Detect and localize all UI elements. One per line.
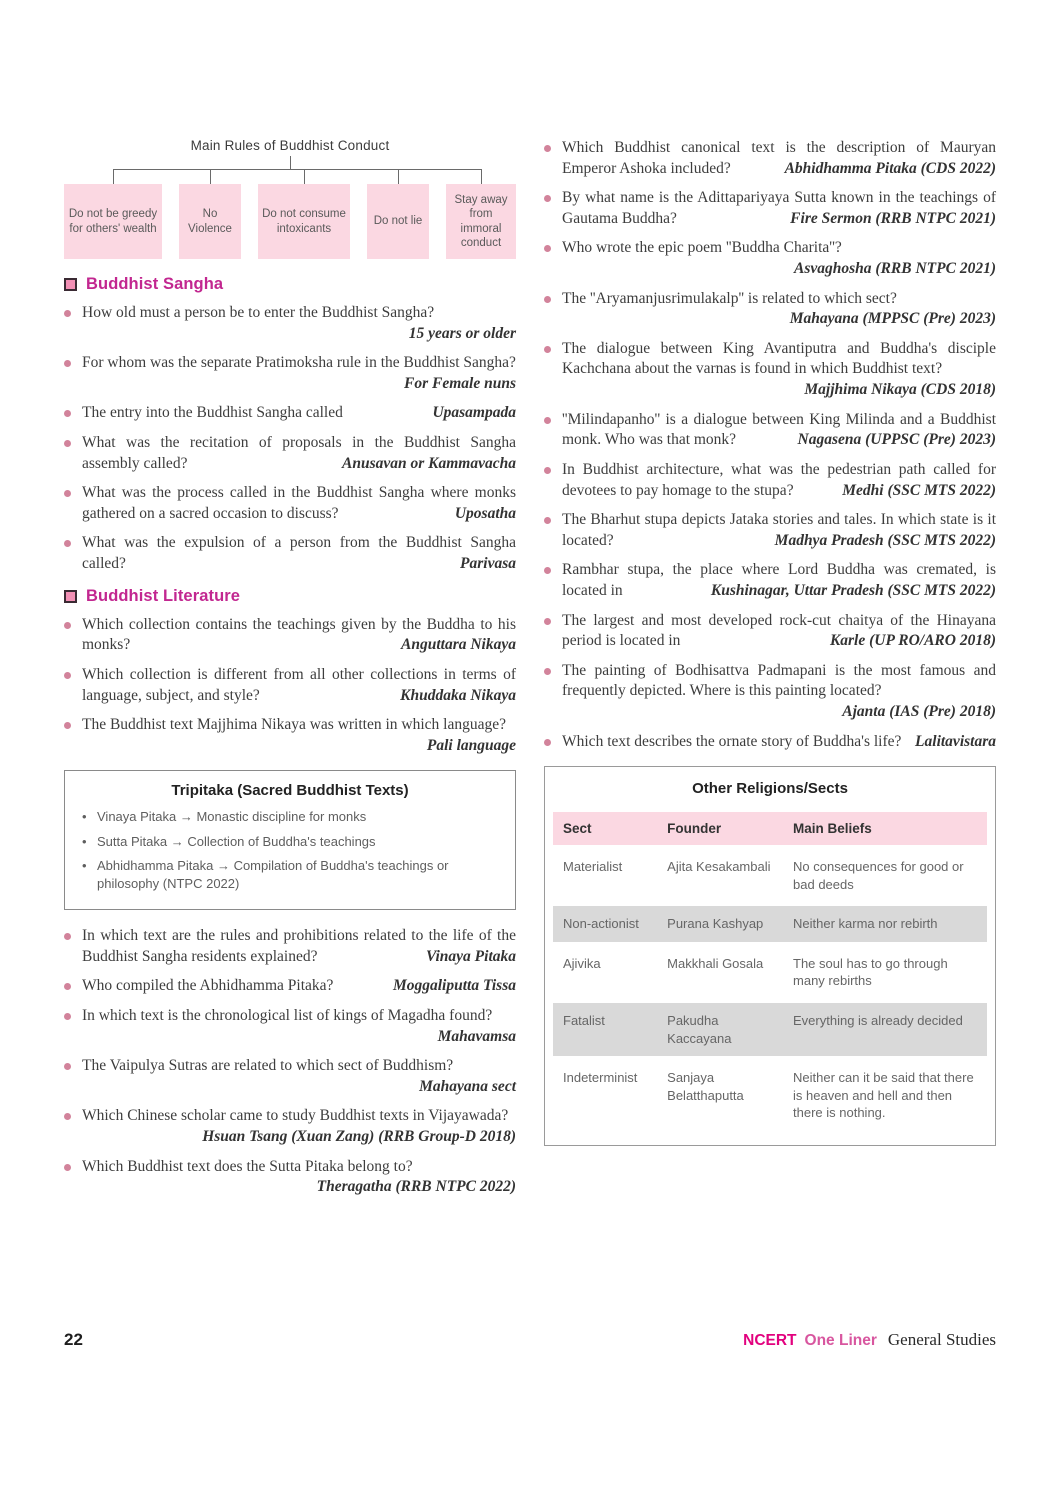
qa-item	[544, 460, 996, 501]
cell-beliefs: The soul has to go through many rebirths	[793, 955, 948, 989]
bullet-icon	[544, 195, 551, 202]
left-column	[64, 138, 516, 1207]
bullet-icon	[544, 417, 551, 424]
section-header-buddhist-literature	[64, 587, 516, 606]
bullet-icon	[544, 668, 551, 675]
column-header-main-beliefs: Main Beliefs	[783, 812, 987, 845]
qa-item	[544, 238, 996, 279]
bullet-icon	[64, 410, 71, 417]
flowchart-box-label: Do not consume intoxicants	[258, 184, 350, 259]
question-text: For whom was the separate Pratimoksha rule in the Buddhist Sangha?	[82, 354, 516, 372]
question-text: Which text describes the ornate story of Buddha's life?	[562, 732, 902, 750]
qa-item	[64, 976, 516, 997]
flowchart-connector-stub	[290, 156, 291, 169]
flowchart-box-cell	[446, 184, 516, 259]
qa-item	[64, 1106, 516, 1147]
other-religions-table	[553, 808, 987, 1134]
bullet-icon	[64, 933, 71, 940]
question-text: In which text are the rules and prohibitions related to the life of the Buddhist Sangha residents explained?	[82, 927, 516, 965]
bullet-icon	[544, 567, 551, 574]
bullet-icon	[544, 618, 551, 625]
page-footer	[64, 1330, 996, 1350]
question-text: Who compiled the Abhidhamma Pitaka?	[82, 977, 334, 995]
brand-one-liner: One Liner	[804, 1332, 877, 1349]
flowchart-box-label: Do not be greedy for others' wealth	[64, 184, 162, 259]
bullet-icon	[64, 1063, 71, 1070]
qa-item	[64, 926, 516, 967]
bullet-icon	[64, 1013, 71, 1020]
answer-text: Kushinagar, Uttar Pradesh (SSC MTS 2022)	[710, 581, 996, 599]
qa-item	[64, 715, 516, 756]
bullet-icon	[64, 310, 71, 317]
flowchart-main-rules	[64, 138, 516, 259]
answer-text: Ajanta (IAS (Pre) 2018)	[842, 703, 996, 721]
bullet-icon	[544, 296, 551, 303]
flowchart-box-cell	[64, 184, 162, 259]
flowchart-box-label: Stay away from immoral conduct	[446, 184, 516, 259]
bullet-icon	[64, 360, 71, 367]
qa-item	[544, 138, 996, 179]
tripitaka-box	[64, 770, 516, 910]
qa-item	[64, 615, 516, 656]
question-text: The Bharhut stupa depicts Jataka stories and tales. In which state is it located?	[562, 511, 996, 549]
qa-item	[544, 510, 996, 551]
qa-item	[64, 353, 516, 394]
question-text: The largest and most developed rock-cut chaitya of the Hinayana period is located in	[562, 611, 996, 650]
flowchart-boxes-row	[64, 169, 516, 259]
answer-text: For Female nuns	[404, 374, 516, 392]
question-text: Which collection is different from all other collections in terms of language, subject, and style?	[82, 665, 516, 704]
qa-item	[544, 560, 996, 601]
cell-founder: Makkhali Gosala	[667, 955, 764, 971]
bullet-icon	[64, 440, 71, 447]
cell-sect: Non-actionist	[553, 906, 657, 942]
answer-text: Moggaliputta Tissa	[392, 977, 516, 995]
qa-item	[544, 661, 996, 723]
question-text: The dialogue between King Avantiputra and Buddha's disciple Kachchana about the varnas is found in which Buddhist text?	[562, 339, 996, 378]
table-row	[553, 946, 987, 999]
section-title: Buddhist Literature	[86, 586, 241, 605]
question-text: Rambhar stupa, the place where Lord Buddha was cremated, is located in	[562, 561, 996, 599]
answer-text: Karle (UP RO/ARO 2018)	[829, 632, 996, 650]
question-text: By what name is the Adittapariyaya Sutta known in the teachings of Gautama Buddha?	[562, 189, 996, 227]
cell-founder: Pakudha Kaccayana	[657, 1003, 783, 1056]
tripitaka-item: • Sutta Pitaka → Collection of Buddha's teachings	[77, 833, 503, 851]
bullet-icon	[64, 540, 71, 547]
flowchart-box-cell	[367, 184, 429, 259]
answer-text: Majjhima Nikaya (CDS 2018)	[804, 381, 996, 399]
cell-founder: Ajita Kesakambali	[667, 859, 771, 875]
answer-text: Madhya Pradesh (SSC MTS 2022)	[774, 531, 996, 549]
question-text: What was the recitation of proposals in the Buddhist Sangha assembly called?	[82, 434, 516, 472]
table-row	[553, 1003, 987, 1056]
answer-text: Parivasa	[460, 555, 516, 573]
question-text: The ''Aryamanjusrimulakalp'' is related to which sect?	[562, 289, 897, 307]
qa-item	[64, 483, 516, 524]
question-text: The Buddhist text Majjhima Nikaya was written in which language?	[82, 716, 506, 734]
answer-text: Uposatha	[454, 504, 516, 522]
brand-general-studies: General Studies	[887, 1330, 996, 1349]
tripitaka-title: Tripitaka (Sacred Buddhist Texts)	[171, 782, 409, 800]
qa-item	[64, 1056, 516, 1097]
answer-text: Vinaya Pitaka	[426, 947, 516, 965]
question-text: How old must a person be to enter the Buddhist Sangha?	[82, 304, 435, 321]
question-text: The Vaipulya Sutras are related to which sect of Buddhism?	[82, 1057, 454, 1075]
answer-text: Abhidhamma Pitaka (CDS 2022)	[784, 159, 996, 177]
bullet-icon	[64, 490, 71, 497]
answer-text: Nagasena (UPPSC (Pre) 2023)	[797, 431, 996, 449]
bullet-icon	[544, 245, 551, 252]
column-header-founder: Founder	[657, 812, 783, 845]
table-row	[553, 1060, 987, 1131]
cell-beliefs: Everything is already decided	[783, 1003, 987, 1056]
qa-item	[544, 188, 996, 229]
bullet-icon	[64, 1113, 71, 1120]
cell-founder: Purana Kashyap	[657, 906, 783, 942]
cell-sect: Ajivika	[563, 955, 601, 971]
right-column	[544, 138, 996, 1207]
qa-item	[64, 403, 516, 424]
qa-item	[64, 533, 516, 574]
answer-text: Pali language	[426, 736, 516, 754]
qa-item	[544, 339, 996, 401]
question-text: What was the expulsion of a person from the Buddhist Sangha called?	[82, 534, 516, 573]
cell-sect: Indeterminist	[563, 1070, 638, 1086]
qa-item	[544, 289, 996, 330]
answer-text: 15 years or older	[408, 324, 516, 342]
bullet-icon	[544, 145, 551, 152]
cell-beliefs: Neither karma nor rebirth	[783, 906, 987, 942]
answer-text: Mahavamsa	[437, 1027, 516, 1045]
flowchart-box-label: Do not lie	[367, 184, 429, 259]
question-text: Which collection contains the teachings given by the Buddha to his monks?	[82, 615, 516, 654]
section-title: Buddhist Sangha	[86, 275, 224, 293]
bullet-icon	[64, 622, 71, 629]
answer-text: Mahayana sect	[419, 1077, 516, 1095]
bullet-icon	[64, 1164, 71, 1171]
qa-item	[64, 1006, 516, 1047]
section-square-icon	[64, 278, 77, 291]
qa-list-literature	[64, 615, 516, 757]
tripitaka-list	[77, 808, 503, 893]
qa-item	[544, 732, 996, 753]
qa-item	[544, 410, 996, 451]
table-title: Other Religions/Sects	[692, 780, 848, 798]
bullet-icon	[544, 739, 551, 746]
book-brand	[743, 1330, 996, 1350]
other-religions-table-box	[544, 766, 996, 1145]
question-text: What was the process called in the Buddhist Sangha where monks gathered on a sacred occasion to discuss?	[82, 484, 516, 522]
flowchart-box-cell	[258, 184, 350, 259]
answer-text: Upasampada	[432, 404, 516, 422]
question-text: Who wrote the epic poem ''Buddha Charita''?	[562, 239, 842, 257]
qa-list-literature-continued	[64, 926, 516, 1198]
qa-item	[64, 1157, 516, 1198]
question-text: Which Buddhist canonical text is the description of Mauryan Emperor Ashoka included?	[562, 139, 996, 177]
section-square-icon	[64, 590, 77, 603]
bullet-icon	[544, 517, 551, 524]
answer-text: Medhi (SSC MTS 2022)	[842, 481, 996, 499]
tripitaka-item: • Abhidhamma Pitaka → Compilation of Buddha's teachings or philosophy (NTPC 2022)	[77, 857, 503, 893]
question-text: The entry into the Buddhist Sangha called	[82, 404, 343, 422]
table-row	[553, 849, 987, 902]
question-text: Which Buddhist text does the Sutta Pitaka belong to?	[82, 1157, 413, 1175]
qa-item	[64, 433, 516, 474]
question-text: ''Milindapanho'' is a dialogue between King Milinda and a Buddhist monk. Who was that monk?	[562, 410, 996, 449]
tripitaka-item: • Vinaya Pitaka → Monastic discipline for monks	[77, 808, 503, 826]
question-text: The painting of Bodhisattva Padmapani is the most famous and frequently depicted. Where is this painting located?	[562, 661, 996, 700]
bullet-icon	[544, 346, 551, 353]
bullet-icon	[64, 722, 71, 729]
table-row	[553, 906, 987, 942]
answer-text: Lalitavistara	[915, 732, 996, 750]
table-header-row	[553, 812, 987, 845]
flowchart-box-label: No Violence	[179, 184, 241, 259]
section-header-buddhist-sangha	[64, 275, 516, 294]
qa-list-sangha	[64, 303, 516, 575]
answer-text: Fire Sermon (RRB NTPC 2021)	[790, 209, 996, 227]
answer-text: Mahayana (MPPSC (Pre) 2023)	[789, 310, 996, 328]
column-header-sect: Sect	[553, 812, 657, 845]
question-text: Which Chinese scholar came to study Buddhist texts in Vijayawada?	[82, 1107, 509, 1125]
flowchart-box-cell	[179, 184, 241, 259]
question-text: In which text is the chronological list of kings of Magadha found?	[82, 1006, 493, 1024]
qa-item	[544, 611, 996, 652]
answer-text: Khuddaka Nikaya	[400, 686, 516, 704]
qa-item	[64, 303, 516, 344]
cell-beliefs: No consequences for good or bad deeds	[793, 859, 964, 892]
question-text: In Buddhist architecture, what was the pedestrian path called for devotees to pay homage to the stupa?	[562, 460, 996, 499]
answer-text: Theragatha (RRB NTPC 2022)	[316, 1178, 516, 1196]
bullet-icon	[64, 672, 71, 679]
bullet-icon	[544, 467, 551, 474]
qa-item	[64, 665, 516, 706]
brand-ncert: NCERT	[743, 1332, 797, 1349]
answer-text: Anusavan or Kammavacha	[342, 454, 516, 472]
answer-text: Anguttara Nikaya	[401, 636, 516, 654]
qa-list-right	[544, 138, 996, 752]
cell-sect: Fatalist	[553, 1003, 657, 1056]
cell-beliefs: Neither can it be said that there is heaven and hell and then there is nothing.	[793, 1070, 974, 1121]
flowchart-title: Main Rules of Buddhist Conduct	[190, 138, 390, 153]
cell-founder: Sanjaya Belatthaputta	[667, 1070, 744, 1103]
answer-text: Hsuan Tsang (Xuan Zang) (RRB Group-D 2018)	[202, 1127, 516, 1145]
bullet-icon	[64, 983, 71, 990]
cell-sect: Materialist	[563, 859, 623, 875]
page-number: 22	[64, 1330, 83, 1349]
answer-text: Asvaghosha (RRB NTPC 2021)	[794, 260, 996, 278]
